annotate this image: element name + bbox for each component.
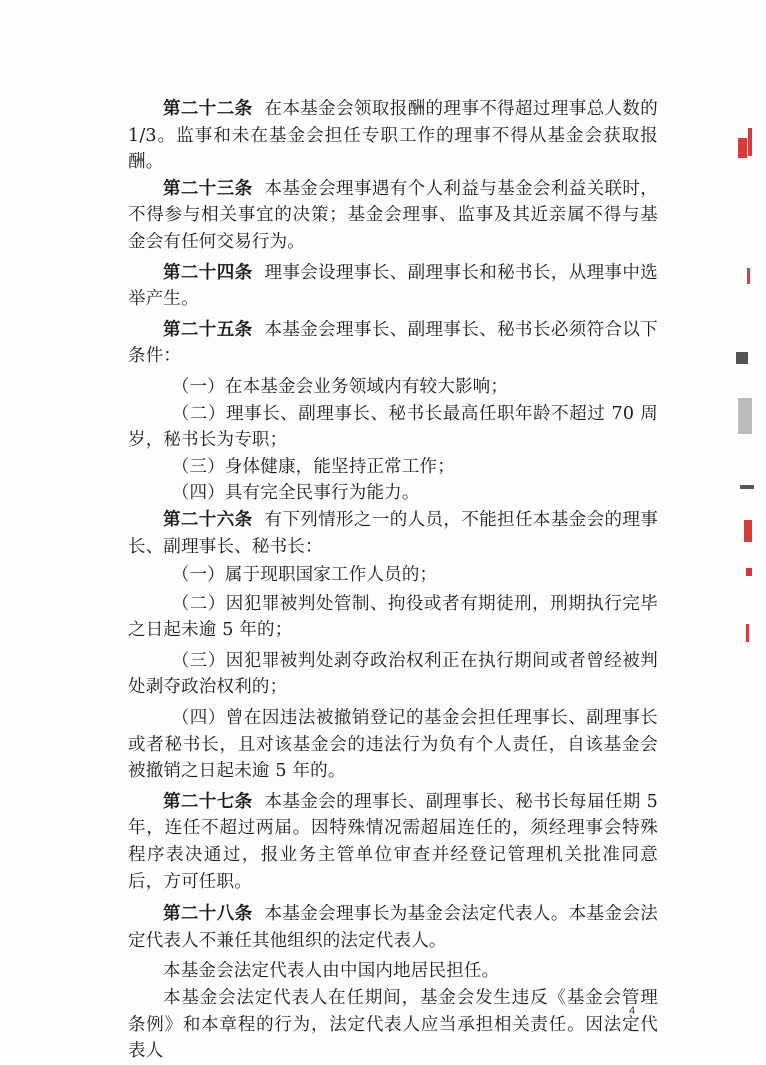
list-item: （三）身体健康，能坚持正常工作； — [171, 456, 455, 477]
article-25 — [128, 317, 658, 370]
article-body: 在本基金会领取报酬的理事不得超过理事总人数的1/3。监事和未在基金会担任专职工作的理事不得从基金会获取报酬。 — [128, 99, 659, 173]
scan-artifact — [740, 485, 754, 489]
article-heading: 第二十二条 — [163, 99, 253, 119]
paragraph: 本基金会法定代表人在任期间，基金会发生违反《基金会管理条例》和本章程的行为，法定代表人应当承担相关责任。因法定代表人 — [128, 988, 658, 1062]
article-23 — [128, 176, 658, 256]
page-number: 4 — [629, 1005, 636, 1017]
list-item: （二）理事长、副理事长、秘书长最高任职年龄不超过 70 周岁，秘书长为专职； — [128, 403, 658, 451]
article-body: 有下列情形之一的人员，不能担任本基金会的理事长、副理事长、秘书长： — [128, 509, 659, 557]
paragraph: 本基金会法定代表人由中国内地居民担任。 — [163, 961, 500, 982]
list-item: （四）曾在因违法被撤销登记的基金会担任理事长、副理事长或者秘书长，且对该基金会的违法行为负有个人责任，自该基金会被撤销之日起未逾 5 年的。 — [128, 708, 658, 782]
article-22 — [128, 96, 658, 176]
article-heading: 第二十六条 — [163, 509, 253, 530]
scan-artifact — [748, 128, 752, 156]
scan-artifact — [738, 138, 747, 158]
list-item: （三）因犯罪被判处剥夺政治权利正在执行期间或者曾经被判处剥夺政治权利的； — [128, 650, 658, 698]
list-item: （一）在本基金会业务领域内有较大影响； — [171, 376, 509, 397]
article-body: 理事会设理事长、副理事长和秘书长，从理事中选举产生。 — [128, 262, 659, 310]
scan-artifact — [744, 520, 752, 542]
list-item: （二）因犯罪被判处管制、拘役或者有期徒刑，刑期执行完毕之日起未逾 5 年的； — [128, 593, 658, 641]
article-body: 本基金会的理事长、副理事长、秘书长每届任期 5 年，连任不超过两届。因特殊情况需超届连任的，须经理事会特殊程序表决通过，报业务主管单位审查并经登记管理机关批准同意后，方可任职。 — [128, 791, 659, 892]
scan-artifact — [747, 268, 750, 284]
article-body: 本基金会理事长、副理事长、秘书长必须符合以下条件： — [128, 319, 659, 367]
scan-artifact — [746, 568, 752, 576]
list-item: （四）具有完全民事行为能力。 — [171, 483, 420, 504]
body-text — [128, 96, 658, 1065]
article-heading: 第二十八条 — [163, 904, 253, 925]
article-27 — [128, 789, 658, 895]
article-28 — [128, 901, 658, 954]
scan-artifact — [746, 624, 749, 642]
article-heading: 第二十三条 — [163, 178, 253, 199]
article-heading: 第二十五条 — [163, 319, 253, 340]
article-heading: 第二十四条 — [163, 262, 253, 283]
scan-artifact — [738, 398, 752, 434]
article-24 — [128, 260, 658, 313]
article-body: 本基金会理事遇有个人利益与基金会利益关联时，不得参与相关事宜的决策；基金会理事、监事及其近亲属不得与基金会有任何交易行为。 — [128, 178, 659, 252]
article-body: 本基金会理事长为基金会法定代表人。本基金会法定代表人不兼任其他组织的法定代表人。 — [128, 904, 659, 951]
list-item: （一）属于现职国家工作人员的； — [171, 565, 438, 586]
article-heading: 第二十七条 — [163, 791, 253, 812]
scan-artifact — [736, 352, 748, 364]
article-26 — [128, 507, 658, 560]
